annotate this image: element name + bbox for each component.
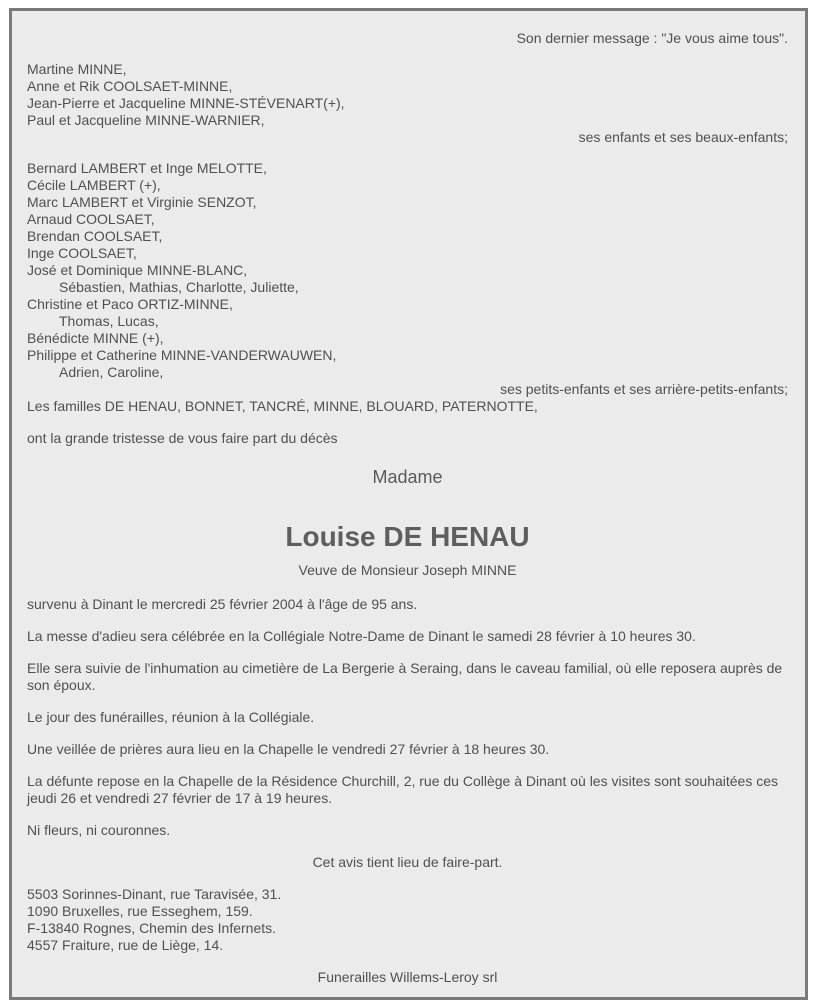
- paragraph: Elle sera suivie de l'inhumation au cimetière de La Bergerie à Seraing, dans le caveau familial, où elle reposera auprès de son époux.: [27, 660, 783, 693]
- great-grandchild-line: Thomas, Lucas,: [59, 313, 159, 329]
- grandchild-line: Philippe et Catherine MINNE-VANDERWAUWEN,: [27, 347, 337, 363]
- great-grandchild-line: Adrien, Caroline,: [59, 364, 164, 380]
- announcement: ont la grande tristesse de vous faire part du décès: [27, 430, 338, 446]
- families-line: Les familles DE HENAU, BONNET, TANCRÉ, MINNE, BLOUARD, PATERNOTTE,: [27, 398, 538, 414]
- grandchild-line: Christine et Paco ORTIZ-MINNE,: [27, 296, 233, 312]
- grandchildren-list: [27, 160, 788, 415]
- child-line: Anne et Rik COOLSAET-MINNE,: [27, 78, 233, 94]
- paragraph: Une veillée de prières aura lieu en la Chapelle le vendredi 27 février à 18 heures 30.: [27, 741, 550, 757]
- grandchild-line: Cécile LAMBERT (+),: [27, 177, 161, 193]
- paragraph: Le jour des funérailles, réunion à la Collégiale.: [27, 709, 315, 725]
- grandchild-line: José et Dominique MINNE-BLANC,: [27, 262, 248, 278]
- funeral-home: Funerailles Willems-Leroy srl: [317, 969, 498, 985]
- address-line: 1090 Bruxelles, rue Esseghem, 159.: [27, 903, 253, 919]
- grandchildren-caption: ses petits-enfants et ses arrière-petits-enfants;: [500, 381, 788, 397]
- title-madame: Madame: [372, 467, 443, 487]
- widow-of: Veuve de Monsieur Joseph MINNE: [298, 562, 517, 578]
- address-line: 4557 Fraiture, rue de Liège, 14.: [27, 937, 224, 953]
- paragraph: La défunte repose en la Chapelle de la Résidence Churchill, 2, rue du Collège à Dinant où les visites sont souhaitées ces jeudi 26 et vendredi 27 février de 17 à 19 heures.: [27, 773, 779, 806]
- address-line: F-13840 Rognes, Chemin des Infernets.: [27, 920, 277, 936]
- grandchild-line: Bernard LAMBERT et Inge MELOTTE,: [27, 160, 267, 176]
- children-list: [27, 61, 788, 146]
- address-line: 5503 Sorinnes-Dinant, rue Taravisée, 31.: [27, 886, 282, 902]
- grandchild-line: Bénédicte MINNE (+),: [27, 330, 164, 346]
- grandchild-line: Marc LAMBERT et Virginie SENZOT,: [27, 194, 257, 210]
- child-line: Jean-Pierre et Jacqueline MINNE-STÉVENART(+),: [27, 95, 345, 111]
- grandchild-line: Brendan COOLSAET,: [27, 228, 163, 244]
- child-line: Paul et Jacqueline MINNE-WARNIER,: [27, 112, 265, 128]
- paragraph: La messe d'adieu sera célébrée en la Collégiale Notre-Dame de Dinant le samedi 28 février à 10 heures 30.: [27, 628, 696, 644]
- obituary-frame: [9, 8, 808, 1000]
- child-line: Martine MINNE,: [27, 61, 127, 77]
- obituary-content: [27, 11, 788, 997]
- great-grandchild-line: Sébastien, Mathias, Charlotte, Juliette,: [59, 279, 299, 295]
- addresses: [27, 886, 788, 954]
- grandchild-line: Arnaud COOLSAET,: [27, 211, 155, 227]
- grandchild-line: Inge COOLSAET,: [27, 245, 137, 261]
- deceased-name: Louise DE HENAU: [285, 521, 530, 552]
- paragraph: Ni fleurs, ni couronnes.: [27, 822, 171, 838]
- last-message: Son dernier message : "Je vous aime tous".: [516, 30, 788, 46]
- paragraph: survenu à Dinant le mercredi 25 février 2004 à l'âge de 95 ans.: [27, 596, 418, 612]
- notice: Cet avis tient lieu de faire-part.: [312, 854, 503, 870]
- children-caption: ses enfants et ses beaux-enfants;: [578, 129, 788, 145]
